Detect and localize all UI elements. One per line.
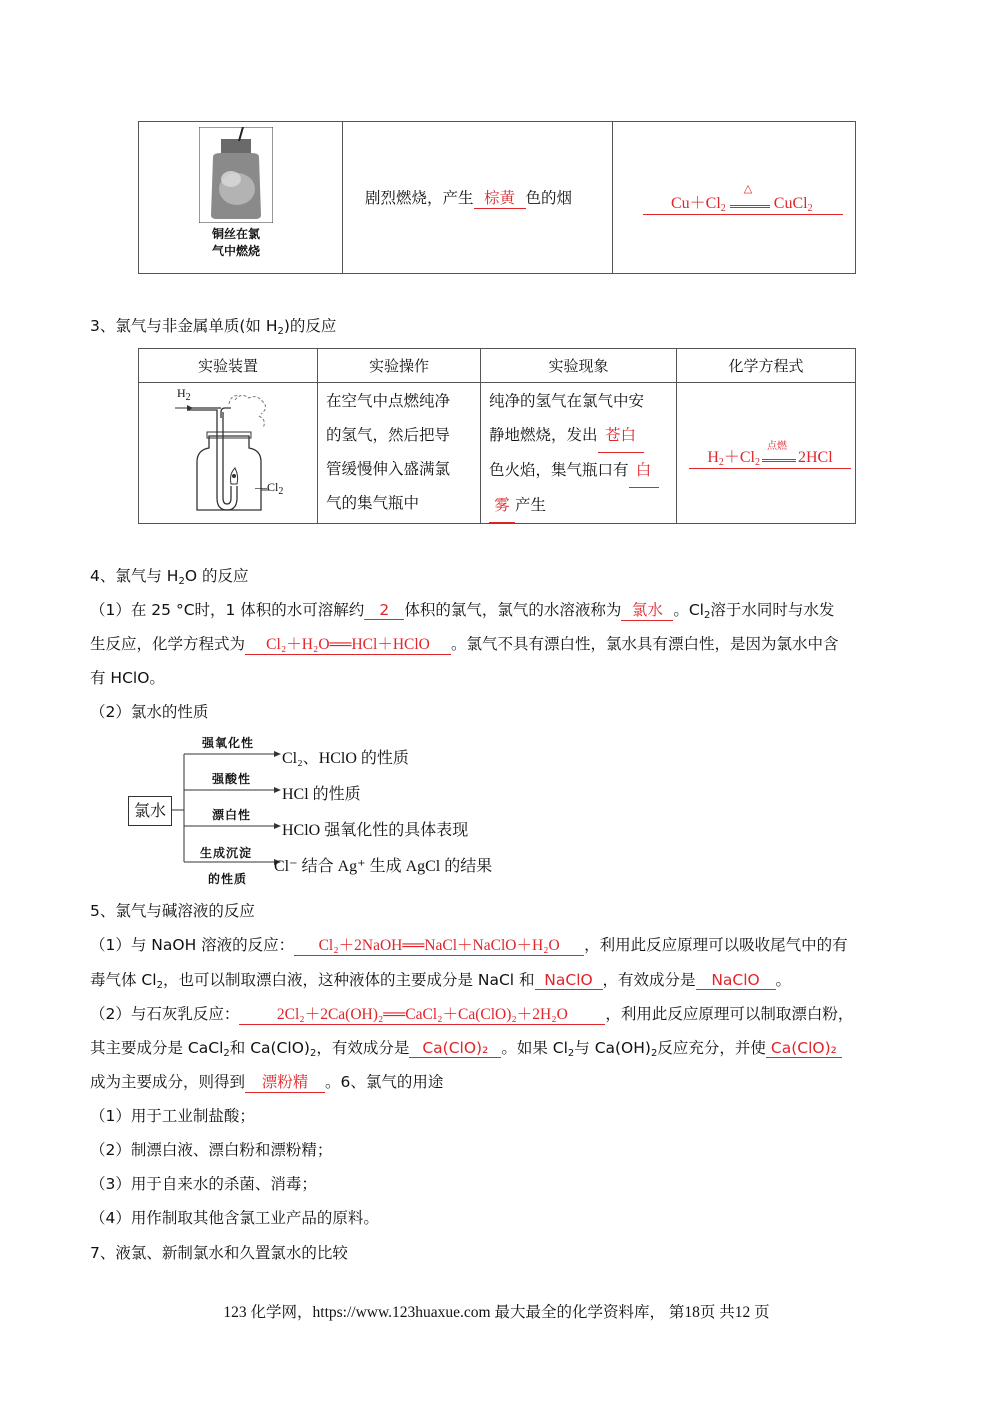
operation-line-3: 管缓慢伸入盛满氯	[326, 460, 451, 478]
branch-label-precipitate-line2: 的性质	[208, 872, 248, 886]
s4-paragraph-line1: （1）在 25 °C时，1 体积的水可溶解约 2 体积的氯气，氯气的水溶液称为 氯水 。$Cl_2$溶于水同时与水发	[90, 598, 834, 621]
col-header-operation: 实验操作	[318, 349, 481, 383]
answer-equation-lime: 2Cl₂＋2Ca(OH)₂══CaCl₂＋Ca(ClO)₂＋2H₂O	[239, 1002, 605, 1025]
use-item-1: （1）用于工业制盐酸；	[90, 1107, 255, 1125]
answer-blank-brown-yellow: 棕黄	[474, 186, 526, 209]
label-h2: H	[177, 386, 186, 400]
s5-line2: 毒气体 $Cl_2$，也可以制取漂白液，这种液体的主要成分是 NaCl 和 NaClO ，有效成分是 NaClO 。	[90, 971, 792, 991]
s5-line3: （2）与石灰乳反应： 2Cl₂＋2Ca(OH)₂══CaCl₂＋Ca(ClO)₂＋2H₂O ，利用此反应原理可以制取漂白粉，	[90, 1002, 853, 1025]
chlorine-water-property-diagram	[128, 732, 548, 892]
label-cl2: —Cl	[255, 480, 279, 494]
s5-line4: 其主要成分是 CaCl$_2$和 $Ca(ClO)_2$，有效成分是 Ca(ClO)₂ 。如果 $Cl_2$与 $Ca(OH)_2$反应充分，并使 Ca(ClO)₂	[90, 1036, 842, 1059]
s5-line1: （1）与 NaOH 溶液的反应： Cl₂＋2NaOH══NaCl＋NaClO＋H₂O ，利用此反应原理可以吸收尾气中的有	[90, 933, 848, 956]
section-5-heading: 5、氯气与碱溶液的反应	[90, 902, 255, 920]
s4-sub-heading-properties: （2）氯水的性质	[90, 703, 209, 721]
phenomenon-text-end: 色的烟	[525, 189, 573, 207]
section-4-heading: 4、氯气与 $H_2O$ 的反应	[90, 567, 249, 587]
branch-label-acidic: 强酸性	[212, 772, 252, 786]
operation-line-2: 的氢气，然后把导	[326, 426, 451, 444]
s5-line5: 成为主要成分，则得到 漂粉精 。6、氯气的用途	[90, 1070, 443, 1093]
phenomenon-text: 剧烈燃烧，产生	[365, 189, 474, 207]
branch-label-oxidizing: 强氧化性	[202, 736, 255, 750]
image-cell	[139, 122, 343, 274]
operation-line-1: 在空气中点燃纯净	[326, 392, 451, 410]
equation-cell	[613, 122, 856, 274]
center-box-chlorine-water: 氯水	[128, 796, 172, 826]
phenomenon-cell	[343, 122, 613, 274]
col-header-equation: 化学方程式	[677, 349, 856, 383]
answer-blank-effective-component: Ca(ClO)₂	[409, 1039, 501, 1058]
phenomenon-cell-h2: 纯净的氢气在氯气中安 静地燃烧，发出 苍白 色火焰，集气瓶口有 白 雾 产生	[481, 383, 677, 524]
branch-result-precipitate: Cl⁻ 结合 Ag⁺ 生成 AgCl 的结果	[274, 858, 493, 875]
answer-blank-mist: 雾	[489, 488, 515, 523]
reaction-table-hydrogen	[138, 348, 856, 524]
equation-hydrogen-chlorine: $H_2+Cl_2$ 点燃 2HCl	[689, 444, 851, 469]
branch-label-precipitate: 生成沉淀	[200, 846, 253, 860]
image-caption-line2: 气中燃烧	[211, 243, 260, 258]
s4-paragraph-line2: 生反应，化学方程式为 Cl₂＋H₂O══HCl＋HClO 。氯气不具有漂白性，氯水具有漂白性，是因为氯水中含	[90, 632, 839, 655]
page-footer: 123 化学网，https://www.123huaxue.com 最大最全的化学资料库， 第18页 共12 页	[223, 1304, 770, 1321]
answer-blank-main-component: Ca(ClO)₂	[766, 1039, 842, 1058]
use-item-2: （2）制漂白液、漂白粉和漂粉精；	[90, 1141, 333, 1159]
answer-blank-naclo-1: NaClO	[535, 971, 603, 990]
branch-result-acidic: HCl 的性质	[282, 786, 361, 803]
answer-equation-chlorine-water: Cl₂＋H₂O══HCl＋HClO	[245, 632, 451, 655]
equation-copper-chlorine: $Cu+Cl_2$ △ CuCl$_2$	[643, 190, 843, 215]
use-item-4: （4）用作制取其他含氯工业产品的原料。	[90, 1209, 379, 1227]
section-3-heading: 3、氯气与非金属单质(如 $H_2$)的反应	[90, 317, 337, 337]
use-item-3: （3）用于自来水的杀菌、消毒；	[90, 1175, 317, 1193]
section-7-heading: 7、液氯、新制氯水和久置氯水的比较	[90, 1244, 348, 1262]
answer-blank-bleaching-powder: 漂粉精	[245, 1070, 325, 1093]
flask-burning-image	[199, 127, 273, 223]
branch-result-oxidizing: Cl₂、HClO 的性质	[282, 750, 409, 767]
operation-line-4: 气的集气瓶中	[326, 494, 420, 512]
answer-blank-volume: 2	[364, 601, 404, 620]
s4-paragraph-line3: 有 HClO。	[90, 669, 165, 687]
branch-label-bleaching: 漂白性	[212, 808, 252, 822]
operation-cell	[318, 383, 481, 524]
answer-equation-naoh: Cl₂＋2NaOH══NaCl＋NaClO＋H₂O	[294, 933, 584, 956]
reaction-table-copper	[138, 121, 856, 274]
hydrogen-burning-apparatus-diagram	[169, 388, 289, 518]
image-caption-line1: 铜丝在氯	[211, 226, 260, 241]
equation-cell-h2	[677, 383, 856, 524]
phenomenon-line-1: 纯净的氢气在氯气中安	[489, 392, 645, 410]
apparatus-cell: $H_2$ $—Cl_2$	[139, 383, 318, 524]
answer-blank-naclo-2: NaClO	[696, 971, 776, 990]
branch-result-bleaching: HClO 强氧化性的具体表现	[282, 822, 469, 839]
col-header-apparatus: 实验装置	[139, 349, 318, 383]
answer-blank-chlorine-water: 氯水	[621, 598, 673, 621]
col-header-phenomenon: 实验现象	[481, 349, 677, 383]
answer-blank-pale: 苍白	[598, 418, 644, 453]
answer-blank-white: 白	[629, 453, 659, 488]
